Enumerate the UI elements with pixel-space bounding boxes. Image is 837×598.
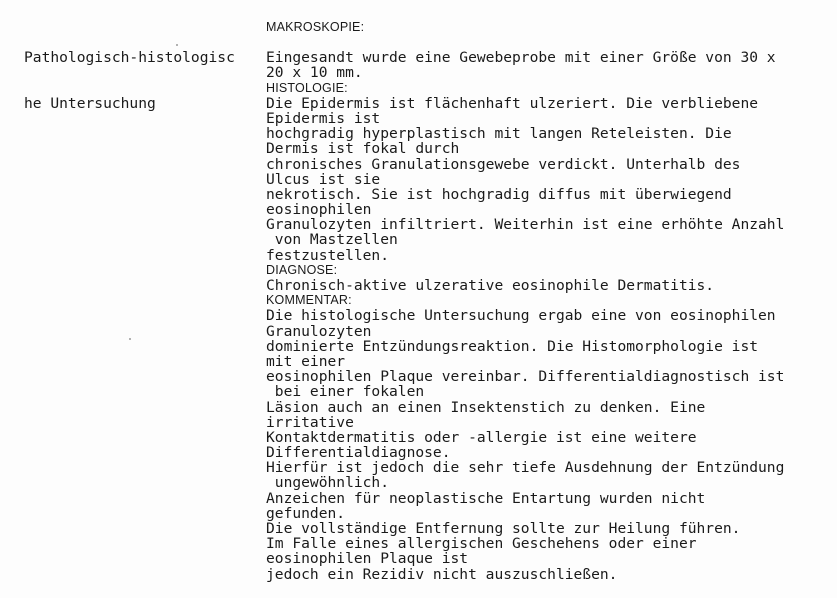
report-text-line: hochgradig hyperplastisch mit langen Reteleisten. Die bbox=[266, 125, 732, 143]
report-text-line: irritative bbox=[266, 413, 354, 431]
report-text-line: Läsion auch an einen Insektenstich zu denken. Eine bbox=[266, 398, 706, 416]
report-text-line: Dermis ist fokal durch bbox=[266, 140, 460, 158]
report-text-line: Anzeichen für neoplastische Entartung wurden nicht bbox=[266, 489, 706, 507]
report-body bbox=[266, 20, 831, 582]
makroskopie-text bbox=[266, 50, 831, 80]
report-text-line: ungewöhnlich. bbox=[266, 474, 390, 492]
report-text-line: Kontaktdermatitis oder -allergie ist eine weitere bbox=[266, 428, 697, 446]
diagnose-heading: DIAGNOSE: bbox=[266, 262, 338, 277]
report-text-line: Eingesandt wurde eine Gewebeprobe mit einer Größe von 30 x bbox=[266, 49, 776, 67]
report-text-line: Die Epidermis ist flächenhaft ulzeriert. Die verbliebene bbox=[266, 94, 759, 112]
report-text-line: nekrotisch. Sie ist hochgradig diffus mit überwiegend bbox=[266, 185, 732, 203]
report-text-line: Differentialdiagnose. bbox=[266, 444, 451, 462]
kommentar-text bbox=[266, 308, 831, 581]
report-text-line: Epidermis ist bbox=[266, 109, 381, 127]
report-text-line: eosinophilen Plaque ist bbox=[266, 550, 469, 568]
report-text-line: eosinophilen Plaque vereinbar. Differentialdiagnostisch ist bbox=[266, 368, 785, 386]
report-text-line: dominierte Entzündungsreaktion. Die Histomorphologie ist bbox=[266, 337, 759, 355]
blank-line bbox=[266, 35, 831, 50]
report-text-line: Im Falle eines allergischen Geschehens oder einer bbox=[266, 535, 697, 553]
report-text-line: chronisches Granulationsgewebe verdickt. Unterhalb des bbox=[266, 155, 741, 173]
report-text-line: Granulozyten bbox=[266, 322, 372, 340]
report-text-line: Ulcus ist sie bbox=[266, 170, 381, 188]
report-text-line: eosinophilen bbox=[266, 201, 372, 219]
report-text-line: mit einer bbox=[266, 352, 346, 370]
section-label-line-2: he Untersuchung bbox=[24, 95, 156, 112]
report-text-line: jedoch ein Rezidiv nicht auszuschließen. bbox=[266, 565, 618, 583]
report-text-line: von Mastzellen bbox=[266, 231, 398, 249]
diagnose-text bbox=[266, 278, 831, 293]
report-text-line: gefunden. bbox=[266, 504, 346, 522]
section-label-line-1: Pathologisch-histologisc bbox=[24, 49, 235, 67]
report-text-line: Chronisch-aktive ulzerative eosinophile Dermatitis. bbox=[266, 277, 715, 294]
report-text-line: bei einer fokalen bbox=[266, 383, 425, 401]
makroskopie-heading: MAKROSKOPIE: bbox=[266, 20, 365, 34]
report-text-line: Die vollständige Entfernung sollte zur Heilung führen. bbox=[266, 520, 741, 537]
report-text-line: festzustellen. bbox=[266, 246, 390, 264]
histologie-heading: HISTOLOGIE: bbox=[266, 80, 348, 95]
report-text-line: 20 x 10 mm. bbox=[266, 64, 363, 82]
scan-speck bbox=[129, 338, 131, 340]
kommentar-heading: KOMMENTAR: bbox=[266, 293, 352, 308]
histologie-text bbox=[266, 96, 831, 263]
scan-speck bbox=[176, 44, 178, 46]
report-text-line: Hierfür ist jedoch die sehr tiefe Ausdehnung der Entzündung bbox=[266, 459, 785, 477]
section-label bbox=[24, 20, 259, 142]
report-text-line: Granulozyten infiltriert. Weiterhin ist eine erhöhte Anzahl bbox=[266, 216, 785, 234]
report-text-line: Die histologische Untersuchung ergab eine von eosinophilen bbox=[266, 307, 776, 325]
